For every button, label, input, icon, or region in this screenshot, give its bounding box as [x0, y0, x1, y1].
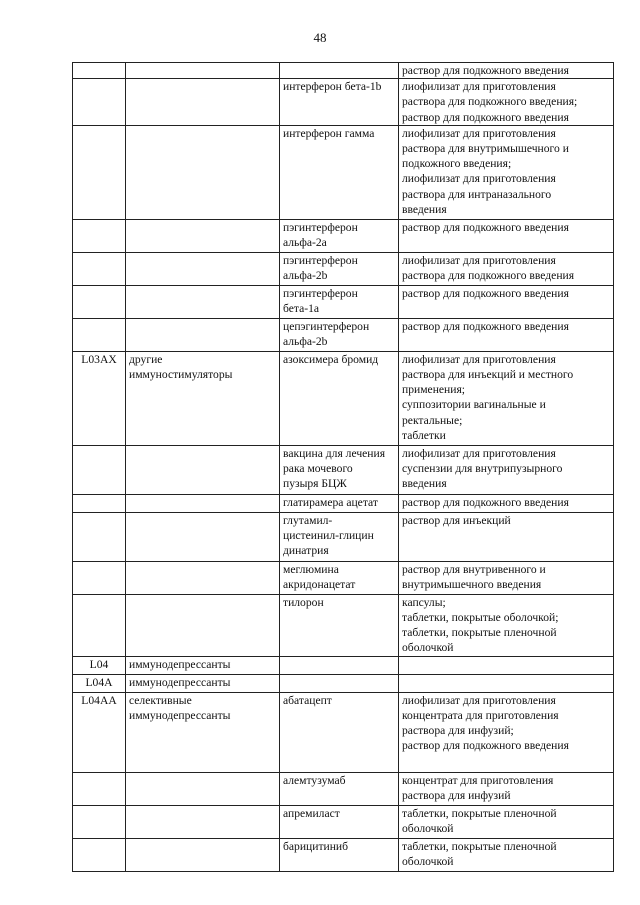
dosage-form-cell: раствор для подкожного введения: [399, 285, 614, 318]
table-row: [73, 656, 614, 674]
dosage-form-cell: лиофилизат для приготовления концентрата для приготовления раствора для инфузий; раствор для подкожного введения: [399, 692, 614, 772]
drug-name-cell: абатацепт: [280, 692, 399, 772]
atc-code-cell: [73, 772, 126, 805]
table-row: [73, 805, 614, 838]
drug-name-cell: апремиласт: [280, 805, 399, 838]
atc-code-cell: L03AX: [73, 351, 126, 445]
table-row: [73, 512, 614, 561]
dosage-form-cell: раствор для подкожного введения: [399, 63, 614, 79]
group-name-cell: селективные иммунодепрессанты: [126, 692, 280, 772]
group-name-cell: [126, 561, 280, 594]
atc-code-cell: [73, 594, 126, 656]
drug-name-cell: пэгинтерферон альфа-2a: [280, 219, 399, 252]
drug-name-cell: алемтузумаб: [280, 772, 399, 805]
dosage-form-cell: раствор для подкожного введения: [399, 219, 614, 252]
atc-code-cell: [73, 125, 126, 219]
group-name-cell: [126, 512, 280, 561]
table-row: [73, 674, 614, 692]
table-row: [73, 63, 614, 79]
atc-code-cell: [73, 219, 126, 252]
group-name-cell: [126, 445, 280, 494]
atc-code-cell: [73, 63, 126, 79]
table-row: [73, 561, 614, 594]
drug-name-cell: цепэгинтерферон альфа-2b: [280, 318, 399, 351]
group-name-cell: [126, 494, 280, 512]
group-name-cell: [126, 594, 280, 656]
dosage-form-cell: лиофилизат для приготовления раствора для подкожного введения: [399, 252, 614, 285]
dosage-form-cell: лиофилизат для приготовления суспензии для внутрипузырного введения: [399, 445, 614, 494]
table-row: [73, 252, 614, 285]
page-number: 48: [313, 30, 327, 45]
group-name-cell: иммунодепрессанты: [126, 656, 280, 674]
drug-name-cell: вакцина для лечения рака мочевого пузыря БЦЖ: [280, 445, 399, 494]
table-row: [73, 838, 614, 871]
table-row: [73, 692, 614, 772]
dosage-form-cell: таблетки, покрытые пленочной оболочкой: [399, 838, 614, 871]
table-row: [73, 285, 614, 318]
group-name-cell: [126, 63, 280, 79]
atc-code-cell: [73, 838, 126, 871]
group-name-cell: [126, 285, 280, 318]
dosage-form-cell: концентрат для приготовления раствора для инфузий: [399, 772, 614, 805]
drug-name-cell: интерферон гамма: [280, 125, 399, 219]
dosage-form-cell: [399, 656, 614, 674]
group-name-cell: [126, 252, 280, 285]
group-name-cell: [126, 79, 280, 126]
group-name-cell: [126, 772, 280, 805]
table-row: [73, 125, 614, 219]
atc-code-cell: [73, 318, 126, 351]
dosage-form-cell: лиофилизат для приготовления раствора для внутримышечного и подкожного введения; лиофилизат для приготовления раствора для интраназального введения: [399, 125, 614, 219]
dosage-form-cell: таблетки, покрытые пленочной оболочкой: [399, 805, 614, 838]
atc-code-cell: [73, 79, 126, 126]
dosage-form-cell: капсулы; таблетки, покрытые оболочкой; таблетки, покрытые пленочной оболочкой: [399, 594, 614, 656]
drug-name-cell: азоксимера бромид: [280, 351, 399, 445]
drug-name-cell: [280, 674, 399, 692]
atc-code-cell: L04: [73, 656, 126, 674]
drug-name-cell: тилорон: [280, 594, 399, 656]
atc-code-cell: [73, 561, 126, 594]
group-name-cell: [126, 318, 280, 351]
table-row: [73, 318, 614, 351]
dosage-form-cell: лиофилизат для приготовления раствора для подкожного введения; раствор для подкожного введения: [399, 79, 614, 126]
group-name-cell: [126, 219, 280, 252]
group-name-cell: [126, 805, 280, 838]
drug-table: [72, 62, 614, 872]
atc-code-cell: L04A: [73, 674, 126, 692]
atc-code-cell: [73, 512, 126, 561]
drug-name-cell: пэгинтерферон бета-1a: [280, 285, 399, 318]
atc-code-cell: L04AA: [73, 692, 126, 772]
dosage-form-cell: [399, 674, 614, 692]
table-row: [73, 772, 614, 805]
drug-name-cell: меглюмина акридонацетат: [280, 561, 399, 594]
table-row: [73, 445, 614, 494]
group-name-cell: другие иммуностимуляторы: [126, 351, 280, 445]
atc-code-cell: [73, 252, 126, 285]
atc-code-cell: [73, 445, 126, 494]
table-row: [73, 594, 614, 656]
group-name-cell: [126, 838, 280, 871]
drug-name-cell: глатирамера ацетат: [280, 494, 399, 512]
drug-name-cell: пэгинтерферон альфа-2b: [280, 252, 399, 285]
atc-code-cell: [73, 285, 126, 318]
table-row: [73, 219, 614, 252]
table-row: [73, 79, 614, 126]
group-name-cell: иммунодепрессанты: [126, 674, 280, 692]
atc-code-cell: [73, 494, 126, 512]
dosage-form-cell: лиофилизат для приготовления раствора для инъекций и местного применения; суппозитории вагинальные и ректальные; таблетки: [399, 351, 614, 445]
drug-name-cell: глутамил- цистеинил-глицин динатрия: [280, 512, 399, 561]
dosage-form-cell: раствор для подкожного введения: [399, 494, 614, 512]
drug-name-cell: барицитиниб: [280, 838, 399, 871]
dosage-form-cell: раствор для инъекций: [399, 512, 614, 561]
drug-name-cell: интерферон бета-1b: [280, 79, 399, 126]
dosage-form-cell: раствор для внутривенного и внутримышечного введения: [399, 561, 614, 594]
dosage-form-cell: раствор для подкожного введения: [399, 318, 614, 351]
drug-name-cell: [280, 656, 399, 674]
atc-code-cell: [73, 805, 126, 838]
drug-name-cell: [280, 63, 399, 79]
group-name-cell: [126, 125, 280, 219]
table-row: [73, 351, 614, 445]
table-row: [73, 494, 614, 512]
